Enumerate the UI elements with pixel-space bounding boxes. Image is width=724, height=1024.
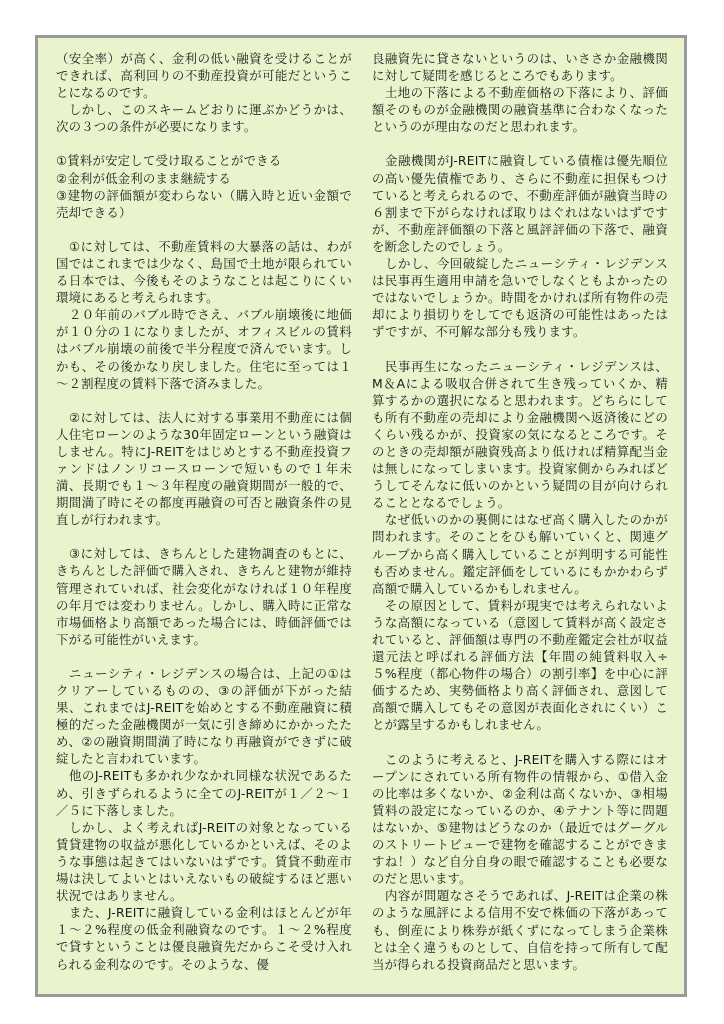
spacer: [56, 135, 352, 152]
paragraph: また、J-REITに融資している金利はほとんどが年１～２%程度の低金利融資なのです。１～２%程度で貸すということは優良融資先だからこそ受け入れられる金利なのです。そのような、優: [56, 905, 352, 972]
paragraph: なぜ低いのかの裏側にはなぜ高く購入したのかが問われます。そのことをひも解いていくと、関連グループから高く購入していることが判明する可能性も否めません。鑑定評価をしているにもかかわらず高額で購入しているかもしれません。: [372, 512, 668, 596]
paragraph: ②に対しては、法人に対する事業用不動産には個人住宅ローンのような30年固定ローンという融資はしません。特にJ-REITをはじめとする不動産投資ファンドはノンリコースローンで短いもので１年未満、長期でも１～３年程度の融資期間が一般的で、期間満了時にその都度再融資の可否と融資条件の見直しが行われます。: [56, 409, 352, 528]
spacer: [372, 341, 668, 358]
paragraph: 内容が問題なさそうであれば、J-REITは企業の株のような風評による信用不安で株価の下落があっても、倒産により株券が紙くずになってしまう企業株とは全く違うものとして、自信を持って所有して配当が得られる投資商品だと思います。: [372, 888, 668, 972]
paragraph: ２０年前のバブル時でさえ、バブル崩壊後に地価が１０分の１になりましたが、オフィスビルの賃料はバブル崩壊の前後で半分程度で済んでいます。しかも、その後かなり戻しました。住宅に至っては１～２割程度の賃料下落で済みました。: [56, 307, 352, 391]
spacer: [56, 528, 352, 545]
spacer: [372, 734, 668, 751]
paragraph: ニューシティ・レジデンスの場合は、上記の①はクリアーしているものの、③の評価が下がった結果、これまではJ-REITを始めとする不動産融資に積極的だった金融機関が一気に引き締めにかかったため、②の融資期間満了時になり再融資ができずに破綻したと言われています。: [56, 665, 352, 767]
spacer: [56, 392, 352, 409]
paragraph: しかし、よく考えればJ-REITの対象となっている賃貸建物の収益が悪化しているかといえば、そのような事態は起きてはいないはずです。賃貸不動産市場は決してよいとはいえないもの破綻するほど悪い状況ではありません。: [56, 819, 352, 904]
right-column: [372, 50, 668, 973]
paragraph: 土地の下落による不動産価格の下落により、評価額そのものが金融機関の融資基準に合わなくなったというのが理由なのだと思われます。: [372, 85, 668, 135]
condition-item: ①賃料が安定して受け取ることができる: [56, 153, 282, 169]
paragraph: このように考えると、J-REITを購入する際にはオープンにされている所有物件の情報から、①借入金の比率は多くないか、②金利は高くないか、③相場賃料の設定になっているのか、④テナント等に問題はないか、⑤建物はどうなのか（最近ではグーグルのストリートビューで建物を確認することができますね！）など自分自身の眼で確認することも必要なのだと思います。: [372, 751, 668, 887]
spacer: [372, 135, 668, 152]
spacer: [56, 648, 352, 665]
paragraph: ③に対しては、きちんとした建物調査のもとに、きちんとした評価で購入され、きちんと建物が維持管理されていれば、社会変化がなければ１０年程度の年月では変わりません。しかし、購入時に正常な市場価格より高額であった場合には、時価評価では下がる可能性がいえます。: [56, 546, 352, 647]
paragraph: 民事再生になったニューシティ・レジデンスは、M＆Aによる吸収合併されて生き残っていくか、精算するかの選択になると思われます。どちらにしても所有不動産の売却により金融機関へ返済後にどのくらい残るかが、投資家の気になるところです。そのときの売却額が融資残高より低ければ精算配当金は無しになってしまいます。投資家側からみればどうしてそんなに低いのかという疑問の目が向けられることとなるでしょう。: [372, 358, 668, 511]
paragraph: 金融機関がJ-REITに融資している債権は優先順位の高い優先債権であり、さらに不動産に担保もつけていると考えられるので、不動産評価が融資当時の６割まで下がらなければ取りはぐれはないはずですが、不動産評価額の下落と風評評価の下落で、融資を断念したのでしょう。: [372, 153, 668, 254]
spacer: [56, 221, 352, 238]
paragraph: 良融資先に貸さないというのは、いささか金融機関に対して疑問を感じるところでもあります。: [372, 51, 668, 84]
paragraph: （安全率）が高く、金利の低い融資を受けることができれば、高利回りの不動産投資が可能だということになるのです。: [56, 51, 352, 101]
paragraph: ①に対しては、不動産賃料の大暴落の話は、わが国ではこれまでは少なく、島国で土地が限られている日本では、今後もそのようなことは起こりにくい環境にあると考えられます。: [56, 238, 352, 306]
condition-item: ②金利が低金利のまま継続する: [56, 170, 231, 186]
condition-item: ③建物の評価額が変わらない（購入時と近い金額で売却できる）: [56, 187, 352, 220]
left-column: [56, 50, 352, 973]
paragraph: しかし、今回破綻したニューシティ・レジデンスは民事再生適用申請を急いでしなくともよかったのではないでしょうか。時間をかければ所有物件の売却により損切りをしてでも返済の可能性はあったはずですが、不可解な部分も残ります。: [372, 256, 668, 340]
paragraph: その原因として、賃料が現実では考えられないような高額になっている（意図して賃料が高く設定されていると、評価額は専門の不動産鑑定会社が収益還元法と呼ばれる評価方法【年間の純賃料収入÷５%程度（都心物件の場合）の割引率】を中心に評価するため、実勢価格より高く評価され、意図して高額で購入してもその意図が表面化されにくい）ことが露呈するかもしれません。: [372, 597, 668, 733]
paragraph: しかし、このスキームどおりに運ぶかどうかは、次の３つの条件が必要になります。: [56, 102, 352, 135]
paragraph: 他のJ-REITも多かれ少なかれ同様な状況であるため、引きずられるように全てのJ-REITが１／２～１／５に下落しました。: [56, 768, 352, 818]
document-panel: [35, 35, 687, 997]
